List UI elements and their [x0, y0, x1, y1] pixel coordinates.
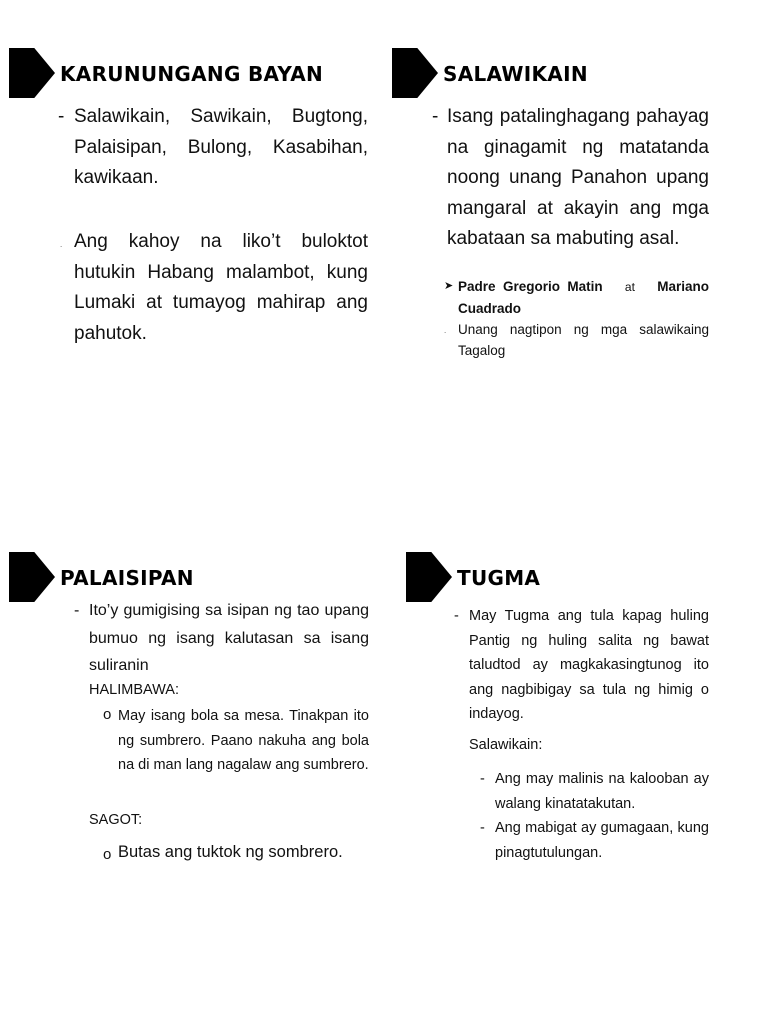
arrow-bullet-icon: ➤	[444, 280, 454, 292]
dash-bullet: -	[58, 106, 65, 127]
list-item: May Tugma ang tula kapag huling Pantig ng huling salita ng bawat taludtod ay magkakasingtunog ito ang nagbibigay sa tula ng himig o indayog.	[469, 608, 709, 722]
tab-marker-icon	[9, 552, 55, 602]
dash-bullet: -	[454, 608, 459, 624]
section-title: TUGMA	[457, 566, 541, 590]
tab-marker-icon	[406, 552, 452, 602]
circle-bullet-icon: o	[103, 706, 112, 723]
note-text: Unang nagtipon ng mga salawikaing Tagalog	[458, 322, 709, 358]
author-line	[458, 276, 709, 319]
answer-text: Butas ang tuktok ng sombrero.	[118, 843, 343, 861]
example-text: May isang bola sa mesa. Tinakpan ito ng sumbrero. Paano nakuha ang bola na di man lang nagalaw ang sumbrero.	[118, 708, 369, 773]
section-title: PALAISIPAN	[60, 566, 194, 590]
tiny-bullet: .	[60, 240, 63, 249]
example-item: Ang may malinis na kalooban ay walang kinatatakutan.	[495, 771, 709, 812]
list-item: Ang kahoy na liko’t buloktot hutukin Habang malambot, kung Lumaki at tumayog mahirap ang pahutok.	[74, 231, 368, 344]
tab-marker-icon	[9, 48, 55, 98]
connector-word: at	[624, 280, 635, 294]
tiny-bullet: .	[444, 326, 447, 335]
example-item: Ang mabigat ay gumagaan, kung pinagtutulungan.	[495, 820, 709, 861]
tab-marker-icon	[392, 48, 438, 98]
sagot-label: SAGOT:	[89, 812, 143, 828]
circle-bullet-icon: o	[103, 846, 112, 863]
author-name: Padre Gregorio Matin	[458, 279, 603, 294]
dash-bullet: -	[480, 820, 485, 836]
section-title: SALAWIKAIN	[443, 62, 588, 86]
section-title: KARUNUNGANG BAYAN	[60, 62, 324, 86]
dash-bullet: -	[74, 602, 80, 619]
author-name: Mariano Cuadrado	[458, 279, 709, 316]
dash-bullet: -	[432, 106, 439, 127]
dash-bullet: -	[480, 771, 485, 787]
list-item: Salawikain, Sawikain, Bugtong, Palaisipan, Bulong, Kasabihan, kawikaan.	[74, 106, 368, 188]
list-item: Isang patalinghagang pahayag na ginagamit ng matatanda noong unang Panahon upang mangaral at akayin ang mga kabataan sa mabuting asal.	[447, 106, 709, 249]
list-item: Ito’y gumigising sa isipan ng tao upang bumuo ng isang kalutasan sa isang suliranin	[89, 602, 369, 674]
salawikain-label: Salawikain:	[469, 737, 543, 753]
halimbawa-label: HALIMBAWA:	[89, 682, 179, 698]
